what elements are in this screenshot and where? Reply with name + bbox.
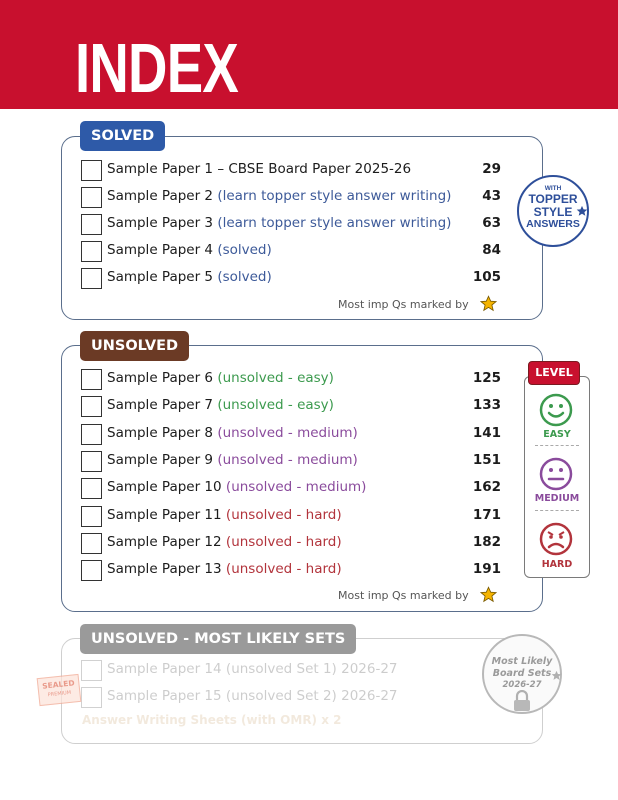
header-banner xyxy=(0,0,618,109)
checkbox[interactable] xyxy=(81,478,102,499)
checkbox[interactable] xyxy=(81,687,102,708)
page-number: 105 xyxy=(472,269,501,285)
item-label: Sample Paper 15 xyxy=(107,688,222,704)
level-legend xyxy=(524,376,590,578)
item-label: Sample Paper 8 xyxy=(107,425,214,441)
checkbox[interactable] xyxy=(81,160,102,181)
list-item xyxy=(81,660,501,682)
item-label: Sample Paper 3 xyxy=(107,215,214,231)
item-note: (unsolved - hard) xyxy=(225,507,342,523)
sealed-label: SEALED xyxy=(41,678,76,691)
item-note: (unsolved - medium) xyxy=(217,452,358,468)
item-label: Sample Paper 14 xyxy=(107,661,222,677)
page-number: 133 xyxy=(472,397,501,413)
page-number: 125 xyxy=(472,370,501,386)
checkbox[interactable] xyxy=(81,451,102,472)
item-label: Sample Paper 10 xyxy=(107,479,222,495)
page-number: 84 xyxy=(482,242,501,258)
list-item xyxy=(81,560,501,582)
important-note: Most imp Qs marked by xyxy=(338,298,469,311)
list-item xyxy=(81,687,501,709)
premium-label: PREMIUM xyxy=(47,689,72,699)
divider xyxy=(535,510,579,511)
badge-line: WITH xyxy=(544,185,562,192)
list-item xyxy=(81,478,501,500)
smile-icon xyxy=(539,393,573,427)
page-number: 29 xyxy=(482,161,501,177)
answer-sheets-note: Answer Writing Sheets (with OMR) x 2 xyxy=(82,713,342,727)
item-note: (unsolved Set 2) 2026-27 xyxy=(225,688,398,704)
important-note: Most imp Qs marked by xyxy=(338,589,469,602)
list-item xyxy=(81,160,501,182)
star-icon xyxy=(480,586,497,603)
checkbox[interactable] xyxy=(81,187,102,208)
list-item xyxy=(81,369,501,391)
checkbox[interactable] xyxy=(81,241,102,262)
medium-label: MEDIUM xyxy=(534,493,580,504)
list-item xyxy=(81,424,501,446)
star-icon xyxy=(480,295,497,312)
lock-icon xyxy=(512,690,532,712)
unsolved-tag: UNSOLVED xyxy=(80,331,189,361)
item-label: Sample Paper 6 xyxy=(107,370,214,386)
checkbox[interactable] xyxy=(81,369,102,390)
list-item xyxy=(81,396,501,418)
badge-line: ANSWERS xyxy=(526,218,580,230)
item-label: Sample Paper 1 – CBSE Board Paper 2025-26 xyxy=(107,161,412,177)
list-item xyxy=(81,533,501,555)
item-label: Sample Paper 2 xyxy=(107,188,214,204)
easy-label: EASY xyxy=(543,429,571,440)
solved-tag: SOLVED xyxy=(80,121,165,151)
page-number: 151 xyxy=(472,452,501,468)
item-note: (unsolved Set 1) 2026-27 xyxy=(225,661,398,677)
item-note: (unsolved - easy) xyxy=(217,370,334,386)
checkbox[interactable] xyxy=(81,424,102,445)
item-note: (learn topper style answer writing) xyxy=(217,188,452,204)
stamp-line: Board Sets xyxy=(492,668,552,679)
page-number: 63 xyxy=(482,215,501,231)
sealed-badge xyxy=(37,674,82,706)
item-label: Sample Paper 5 xyxy=(107,269,214,285)
item-note: (solved) xyxy=(217,269,272,285)
item-note: (learn topper style answer writing) xyxy=(217,215,452,231)
angry-face-icon xyxy=(539,522,573,556)
item-label: Sample Paper 13 xyxy=(107,561,222,577)
item-label: Sample Paper 12 xyxy=(107,534,222,550)
badge-line: TOPPER xyxy=(528,192,578,206)
neutral-face-icon xyxy=(539,457,573,491)
likely-tag: UNSOLVED - MOST LIKELY SETS xyxy=(80,624,356,654)
list-item xyxy=(81,268,501,290)
item-note: (unsolved - medium) xyxy=(217,425,358,441)
star-icon xyxy=(551,670,562,681)
checkbox[interactable] xyxy=(81,560,102,581)
list-item xyxy=(81,241,501,263)
page-number: 43 xyxy=(482,188,501,204)
page-title: INDEX xyxy=(75,29,238,107)
item-note: (unsolved - medium) xyxy=(225,479,367,495)
item-note: (unsolved - hard) xyxy=(225,561,342,577)
page-number: 141 xyxy=(472,425,501,441)
checkbox[interactable] xyxy=(81,660,102,681)
page-number: 191 xyxy=(472,561,501,577)
checkbox[interactable] xyxy=(81,506,102,527)
page-number: 182 xyxy=(472,534,501,550)
checkbox[interactable] xyxy=(81,533,102,554)
item-note: (solved) xyxy=(217,242,272,258)
checkbox[interactable] xyxy=(81,396,102,417)
list-item xyxy=(81,214,501,236)
item-label: Sample Paper 11 xyxy=(107,507,222,523)
item-label: Sample Paper 9 xyxy=(107,452,214,468)
item-note: (unsolved - hard) xyxy=(225,534,342,550)
list-item xyxy=(81,187,501,209)
item-label: Sample Paper 4 xyxy=(107,242,214,258)
stamp-line: Most Likely xyxy=(491,656,553,667)
stamp-line: 2026-27 xyxy=(502,680,542,690)
page-number: 162 xyxy=(472,479,501,495)
badge-line: STYLE xyxy=(533,205,573,219)
page-number: 171 xyxy=(472,507,501,523)
checkbox[interactable] xyxy=(81,268,102,289)
hard-label: HARD xyxy=(541,559,573,570)
star-icon xyxy=(576,205,588,217)
item-note: (unsolved - easy) xyxy=(217,397,334,413)
level-tag: LEVEL xyxy=(528,361,580,385)
list-item xyxy=(81,506,501,528)
checkbox[interactable] xyxy=(81,214,102,235)
divider xyxy=(535,445,579,446)
list-item xyxy=(81,451,501,473)
item-label: Sample Paper 7 xyxy=(107,397,214,413)
